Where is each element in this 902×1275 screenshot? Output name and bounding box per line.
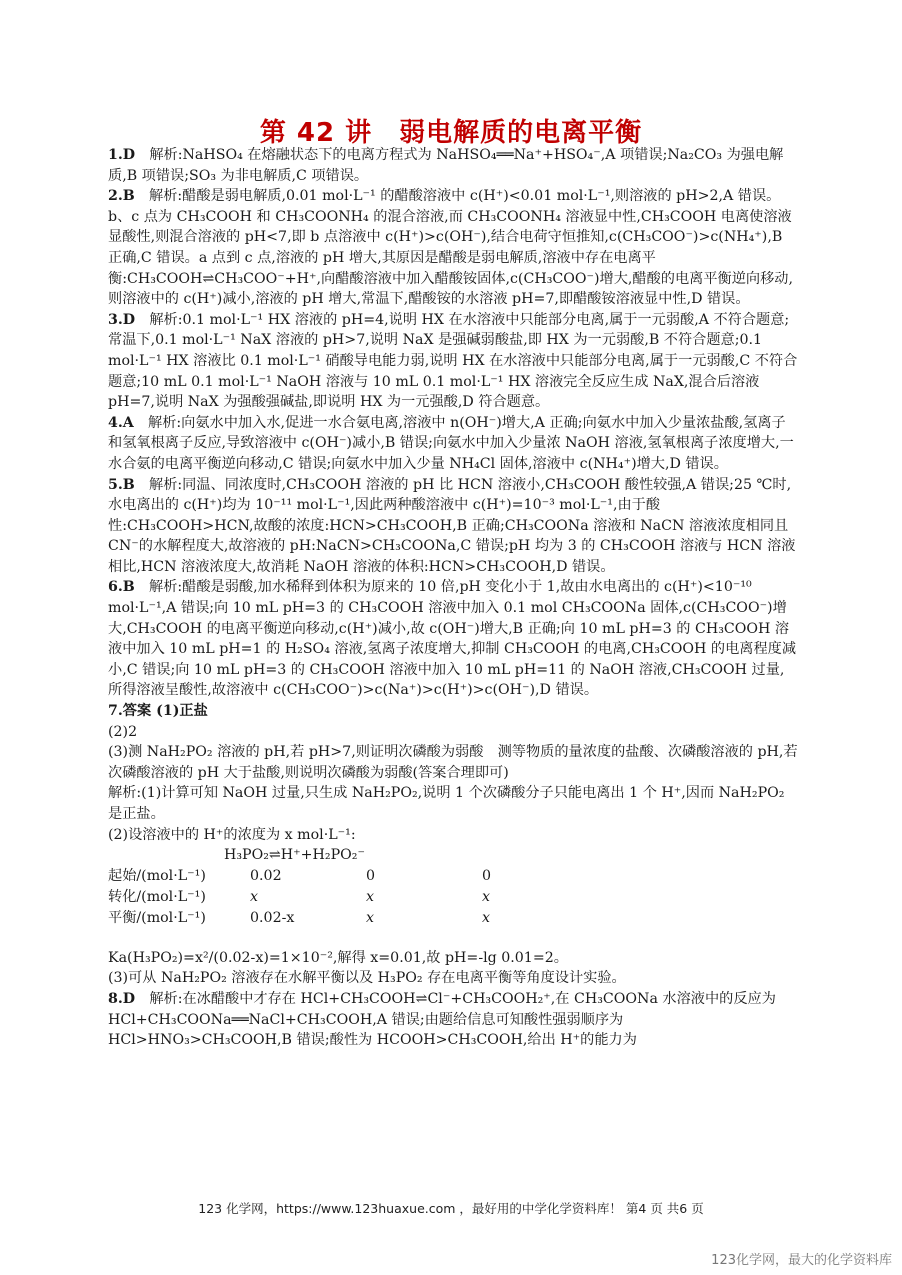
answer-content	[108, 145, 798, 1051]
ionization-equation: H₃PO₂⇌H⁺+H₂PO₂⁻	[224, 847, 365, 864]
equilibrium-table	[108, 866, 798, 948]
answer-item-8	[108, 989, 798, 1051]
answer-7-explain-1: 解析:(1)计算可知 NaOH 过量,只生成 NaH₂PO₂,说明 1 个次磷酸分子只能电离出 1 个 H⁺,因而 NaH₂PO₂ 是正盐。	[108, 785, 785, 822]
cell: 0	[366, 867, 376, 884]
cell: 0.02-x	[250, 909, 295, 926]
table-row	[108, 887, 798, 907]
item-number: 1.D	[108, 147, 136, 163]
cell: x	[366, 909, 375, 926]
item-text: 解析:0.1 mol·L⁻¹ HX 溶液的 pH=4,说明 HX 在水溶液中只能部分电离,属于一元弱酸,A 不符合题意;常温下,0.1 mol·L⁻¹ NaX 溶液的 pH>7,说明 NaX 是强碱弱酸盐,即 HX 为一元弱酸,B 不符合题意;0.1 mol·L⁻¹ HX 溶液比 0.1 mol·L⁻¹ 硝酸导电能力弱,说明 HX 在水溶液中只能部分电离,属于一元弱酸,C 不符合题意;10 mL 0.1 mol·L⁻¹ NaOH 溶液与 10 mL 0.1 mol·L⁻¹ HX 溶液完全反应生成 NaX,混合后溶液 pH=7,说明 NaX 为强酸强碱盐,即说明 HX 为一元强酸,D 符合题意。	[108, 311, 798, 411]
row-label: 起始/(mol·L⁻¹)	[108, 867, 206, 884]
item-text: 解析:醋酸是弱电解质,0.01 mol·L⁻¹ 的醋酸溶液中 c(H⁺)<0.01 mol·L⁻¹,则溶液的 pH>2,A 错误。b、c 点为 CH₃COOH 和 CH₃COONH₄ 的混合溶液,而 CH₃COONH₄ 溶液显中性,CH₃COOH 电离使溶液显酸性,则混合溶液的 pH<7,即 b 点溶液中 c(H⁺)>c(OH⁻),结合电荷守恒推知,c(CH₃COO⁻)>c(NH₄⁺),B 正确,C 错误。a 点到 c 点,溶液的 pH 增大,其原因是醋酸是弱电解质,溶液中存在电离平衡:CH₃COOH⇌CH₃COO⁻+H⁺,向醋酸溶液中加入醋酸铵固体,c(CH₃COO⁻)增大,醋酸的电离平衡逆向移动,则溶液中的 c(H⁺)减小,溶液的 pH 增大,常温下,醋酸铵的水溶液 pH=7,即醋酸铵溶液显中性,D 错误。	[108, 188, 793, 308]
item-text: 解析:同温、同浓度时,CH₃COOH 溶液的 pH 比 HCN 溶液小,CH₃COOH 酸性较强,A 错误;25 ℃时,水电离出的 c(H⁺)均为 10⁻¹¹ mol·L⁻¹,因此两种酸溶液中 c(H⁺)=10⁻³ mol·L⁻¹,由于酸性:CH₃COOH>HCN,故酸的浓度:HCN>CH₃COOH,B 正确;CH₃COONa 溶液和 NaCN 溶液浓度相同且 CN⁻的水解程度大,故溶液的 pH:NaCN>CH₃COONa,C 错误;pH 均为 3 的 CH₃COOH 溶液与 HCN 溶液相比,HCN 溶液浓度大,故消耗 NaOH 溶液的体积:HCN>CH₃COOH,D 错误。	[108, 476, 796, 575]
cell: 0	[482, 867, 492, 884]
item-number: 8.D	[108, 990, 136, 1007]
cell: x	[482, 888, 491, 905]
answer-7-explain-3: (3)可从 NaH₂PO₂ 溶液存在水解平衡以及 H₃PO₂ 存在电离平衡等角度设计实验。	[108, 970, 626, 987]
table-row	[108, 908, 798, 928]
watermark: 123化学网，最大的化学资料库	[711, 1253, 892, 1268]
answer-item-1	[108, 145, 798, 186]
cell: x	[250, 888, 259, 905]
answer-item-2	[108, 186, 798, 310]
item-text: 解析:向氨水中加入水,促进一水合氨电离,溶液中 n(OH⁻)增大,A 正确;向氨水中加入少量浓盐酸,氢离子和氢氧根离子反应,导致溶液中 c(OH⁻)减小,B 错误;向氨水中加入少量浓 NaOH 溶液,氢氧根离子浓度增大,一水合氨的电离平衡逆向移动,C 错误;向氨水中加入少量 NH₄Cl 固体,溶液中 c(NH₄⁺)增大,D 错误。	[108, 414, 794, 472]
item-text: 解析:醋酸是弱酸,加水稀释到体积为原来的 10 倍,pH 变化小于 1,故由水电离出的 c(H⁺)<10⁻¹⁰ mol·L⁻¹,A 错误;向 10 mL pH=3 的 CH₃COOH 溶液中加入 0.1 mol CH₃COONa 固体,c(CH₃COO⁻)增大,CH₃COOH 的电离平衡逆向移动,c(H⁺)减小,故 c(OH⁻)增大,B 正确;向 10 mL pH=3 的 CH₃COOH 溶液中加入 10 mL pH=1 的 H₂SO₄ 溶液,氢离子浓度增大,抑制 CH₃COOH 的电离,CH₃COOH 的电离程度减小,C 错误;向 10 mL pH=3 的 CH₃COOH 溶液中加入 10 mL pH=11 的 NaOH 溶液,CH₃COOH 过量,所得溶液呈酸性,故溶液中 c(CH₃COO⁻)>c(Na⁺)>c(H⁺)>c(OH⁻),D 错误。	[108, 579, 797, 699]
item-text: 解析:在冰醋酸中才存在 HCl+CH₃COOH⇌Cl⁻+CH₃COOH₂⁺,在 CH₃COONa 水溶液中的反应为 HCl+CH₃COONa══NaCl+CH₃COOH,A 错误;由题给信息可知酸性强弱顺序为 HCl>HNO₃>CH₃COOH,B 错误;酸性为 HCOOH>CH₃COOH,给出 H⁺的能力为	[108, 990, 776, 1049]
page-title: 第 42 讲 弱电解质的电离平衡	[259, 118, 643, 148]
answer-item-3	[108, 310, 798, 413]
answer-item-5	[108, 475, 798, 578]
item-number: 3.D	[108, 311, 136, 328]
row-label: 平衡/(mol·L⁻¹)	[108, 909, 206, 926]
page-footer: 123 化学网，https://www.123huaxue.com ，最好用的中学化学资料库！ 第4 页 共6 页	[198, 1201, 704, 1216]
item-text: 解析:NaHSO₄ 在熔融状态下的电离方程式为 NaHSO₄══Na⁺+HSO₄⁻,A 项错误;Na₂CO₃ 为强电解质,B 项错误;SO₃ 为非电解质,C 项错误。	[108, 147, 784, 184]
cell: x	[482, 909, 491, 926]
item-number: 5.B	[108, 476, 135, 493]
ka-expression: Ka(H₃PO₂)=x²/(0.02-x)=1×10⁻²,解得 x=0.01,故 pH=-lg 0.01=2。	[108, 949, 568, 966]
answer-7-head: 7.答案 (1)正盐	[108, 703, 208, 720]
answer-item-6	[108, 577, 798, 701]
cell: 0.02	[250, 867, 282, 884]
table-row	[108, 866, 798, 886]
row-label: 转化/(mol·L⁻¹)	[108, 888, 206, 905]
item-number: 6.B	[108, 579, 135, 596]
answer-item-4	[108, 413, 798, 475]
answer-7-part2: (2)2	[108, 723, 138, 740]
item-number: 2.B	[108, 188, 135, 205]
answer-7-explain-2: (2)设溶液中的 H⁺的浓度为 x mol·L⁻¹:	[108, 826, 356, 843]
item-number: 4.A	[108, 414, 134, 431]
cell: x	[366, 888, 375, 905]
answer-7-part3: (3)测 NaH₂PO₂ 溶液的 pH,若 pH>7,则证明次磷酸为弱酸 测等物质的量浓度的盐酸、次磷酸溶液的 pH,若次磷酸溶液的 pH 大于盐酸,则说明次磷酸为弱酸(答案合理即可)	[108, 744, 798, 781]
